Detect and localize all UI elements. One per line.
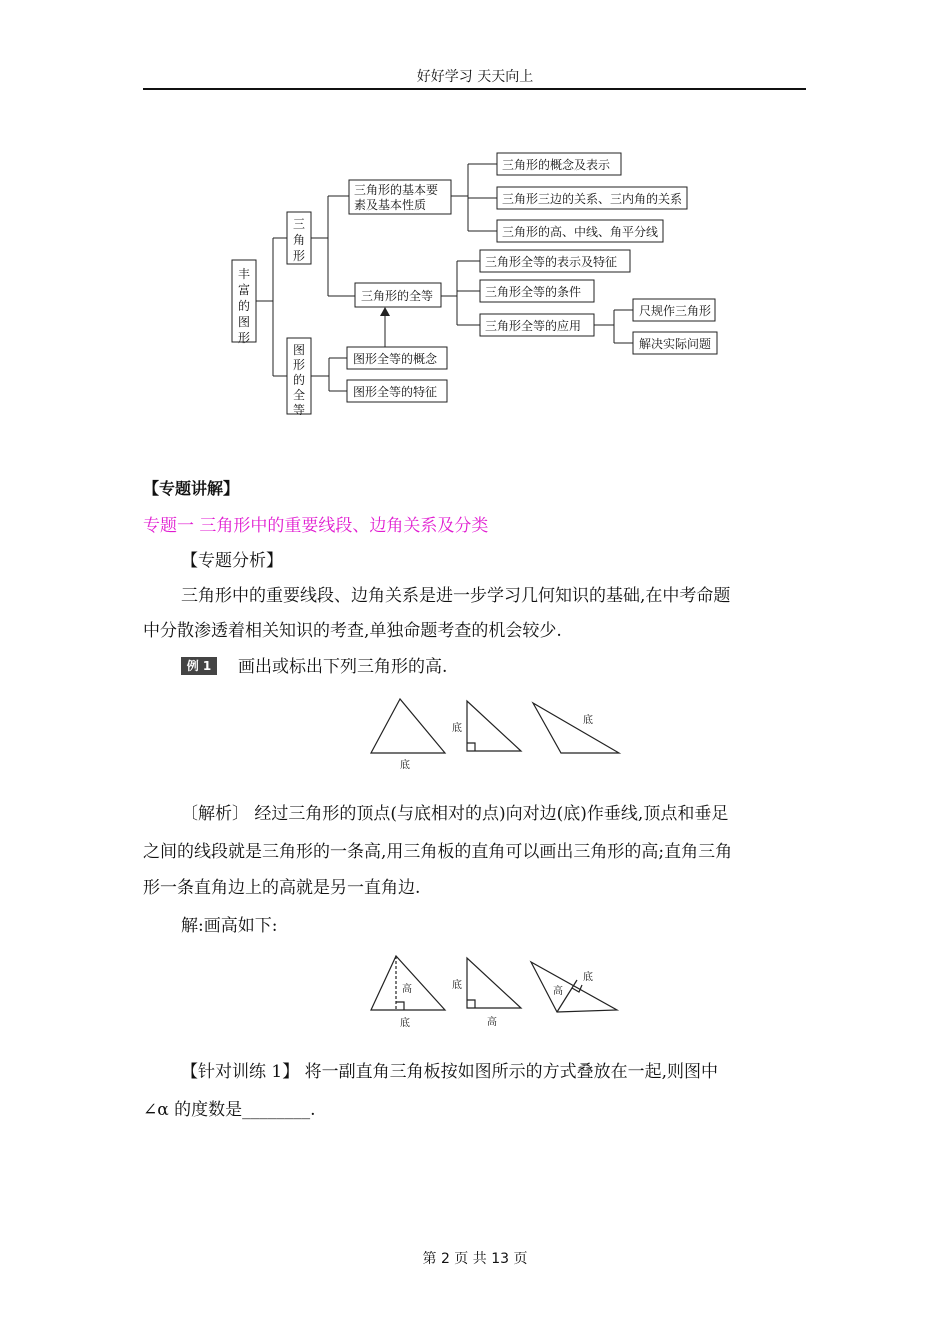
base-label-s2: 底	[452, 980, 462, 991]
obtuse-triangle-solved	[531, 962, 617, 1012]
knowledge-mindmap	[225, 148, 725, 423]
topic-title: 专题一 三角形中的重要线段、边角关系及分类	[143, 516, 489, 536]
height-label-3: 高	[553, 986, 563, 997]
base-label-s1: 底	[400, 1018, 410, 1029]
fig-concept-label: 图形全等的概念	[353, 352, 438, 366]
segments-label: 三角形的高、中线、角平分线	[502, 225, 659, 239]
acute-triangle	[371, 699, 445, 753]
congruence-repr-label: 三角形全等的表示及特征	[485, 255, 618, 269]
basic-elements-line2: 素及基本性质	[354, 198, 427, 212]
svg-text:形: 形	[237, 331, 251, 345]
svg-text:图: 图	[292, 343, 306, 357]
page-number: 第 2 页 共 13 页	[422, 1251, 528, 1267]
ruler-compass-label: 尺规作三角形	[639, 304, 712, 318]
svg-text:图: 图	[237, 315, 251, 329]
base-label-1: 底	[400, 760, 410, 771]
svg-text:角: 角	[292, 233, 306, 247]
svg-text:形: 形	[292, 249, 306, 263]
base-label-3: 底	[583, 715, 593, 726]
solution-triangles-figure	[365, 952, 625, 1032]
svg-text:形: 形	[292, 358, 306, 372]
training-line-1: 【针对训练 1】 将一副直角三角板按如图所示的方式叠放在一起,则图中	[181, 1062, 719, 1082]
svg-text:富: 富	[237, 283, 251, 297]
fig-features-label: 图形全等的特征	[353, 385, 438, 399]
svg-text:三: 三	[292, 217, 306, 231]
svg-text:全: 全	[292, 388, 306, 402]
explain-line-3: 形一条直角边上的高就是另一直角边.	[143, 878, 421, 898]
page-header: 好好学习 天天向上	[416, 69, 534, 85]
solution-text: 解:画高如下:	[181, 916, 278, 936]
svg-text:的: 的	[237, 299, 251, 313]
analysis-line-2: 中分散渗透着相关知识的考查,单独命题考查的机会较少.	[143, 621, 562, 641]
height-label-1: 高	[402, 984, 412, 995]
practical-label: 解决实际问题	[639, 337, 712, 351]
training-line-2: ∠α 的度数是________.	[143, 1100, 316, 1120]
congruence-label: 三角形的全等	[361, 289, 434, 303]
base-label-2: 底	[452, 723, 462, 734]
example-badge: 例 1	[181, 657, 217, 675]
obtuse-triangle	[533, 703, 619, 753]
svg-text:等: 等	[292, 403, 306, 417]
acute-triangle-solved	[371, 956, 445, 1010]
concept-label: 三角形的概念及表示	[502, 158, 611, 172]
header-rule	[143, 88, 806, 90]
root-char-1: 丰	[237, 267, 251, 281]
base-label-s3: 底	[583, 972, 593, 983]
explain-line-2: 之间的线段就是三角形的一条高,用三角板的直角可以画出三角形的高;直角三角	[143, 842, 733, 862]
congruence-conditions-label: 三角形全等的条件	[485, 285, 582, 299]
example-triangles-figure	[365, 695, 625, 775]
analysis-line-1: 三角形中的重要线段、边角关系是进一步学习几何知识的基础,在中考命题	[181, 586, 731, 606]
congruence-applications-label: 三角形全等的应用	[485, 319, 582, 333]
section-title: 【专题讲解】	[143, 479, 240, 498]
sides-angles-label: 三角形三边的关系、三内角的关系	[502, 192, 683, 206]
basic-elements-line1: 三角形的基本要	[354, 183, 439, 197]
example-text: 画出或标出下列三角形的高.	[238, 657, 448, 677]
explain-line-1: 〔解析〕 经过三角形的顶点(与底相对的点)向对边(底)作垂线,顶点和垂足	[181, 804, 729, 824]
analysis-label: 【专题分析】	[181, 551, 283, 571]
height-label-2: 高	[487, 1017, 497, 1028]
svg-text:的: 的	[292, 373, 306, 387]
